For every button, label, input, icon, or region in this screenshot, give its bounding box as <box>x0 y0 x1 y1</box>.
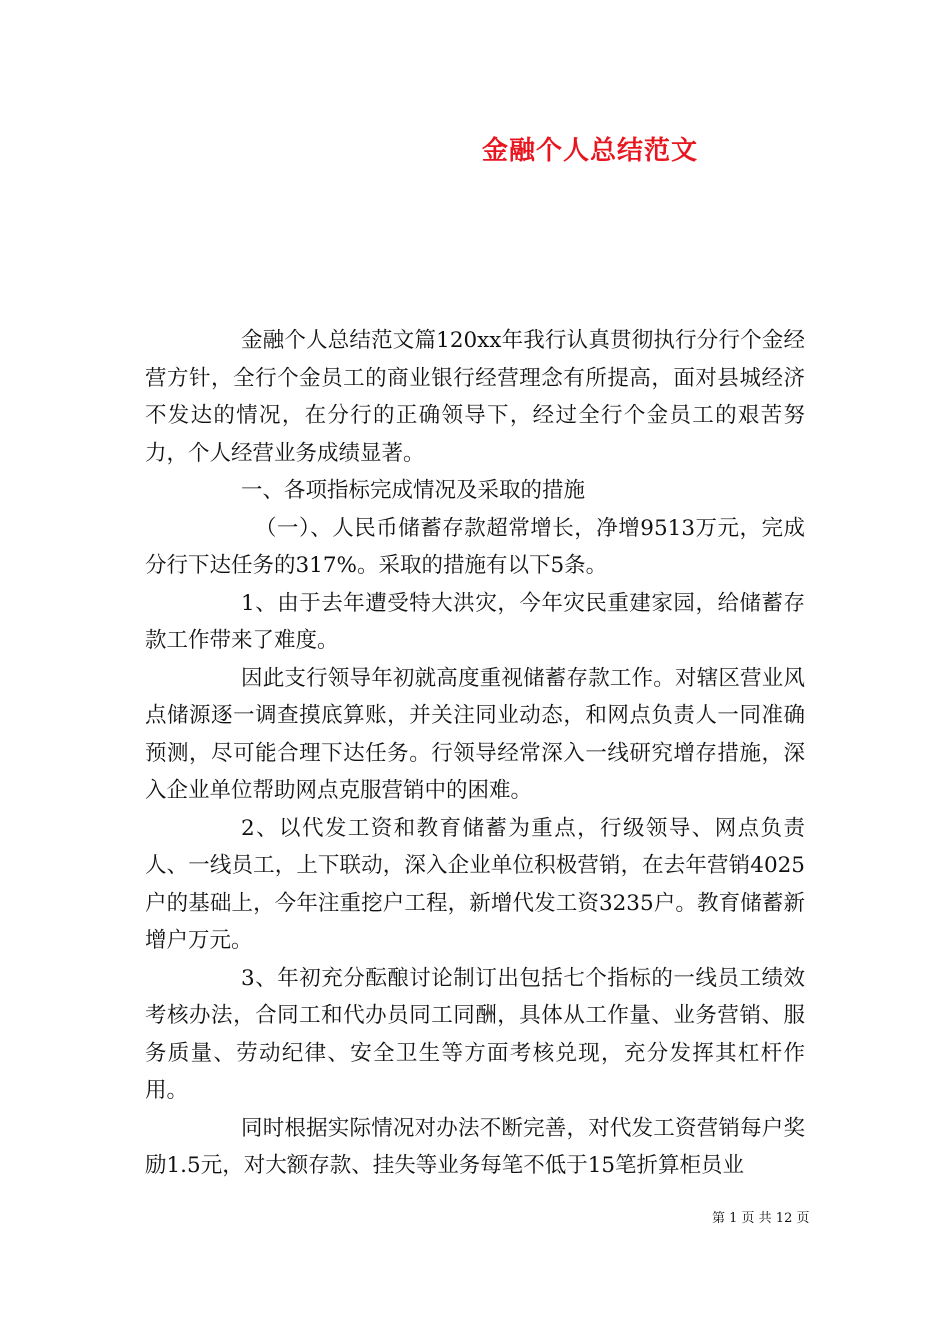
paragraph-measure-3-detail: 同时根据实际情况对办法不断完善，对代发工资营销每户奖励1.5元，对大额存款、挂失等业务每笔不低于15笔折算柜员业 <box>145 1115 805 1178</box>
paragraph-measure-2: 2、以代发工资和教育储蓄为重点，行级领导、网点负责人、一线员工，上下联动，深入企业单位积极营销，在去年营销4025户的基础上，今年注重挖户工程，新增代发工资3235户。教育储蓄新增户万元。 <box>145 815 805 953</box>
paragraph-measure-1: 1、由于去年遭受特大洪灾，今年灾民重建家园，给储蓄存款工作带来了难度。 <box>145 590 805 653</box>
paragraph-measure-1-detail: 因此支行领导年初就高度重视储蓄存款工作。对辖区营业风点储源逐一调查摸底算账，并关注同业动态，和网点负责人一同准确预测，尽可能合理下达任务。行领导经常深入一线研究增存措施，深入企业单位帮助网点克服营销中的困难。 <box>145 665 805 803</box>
document-title: 金融个人总结范文 <box>481 136 698 166</box>
document-body <box>145 322 805 1185</box>
paragraph-item-1: （一）、人民币储蓄存款超常增长，净增9513万元，完成分行下达任务的317%。采取的措施有以下5条。 <box>145 515 805 578</box>
paragraph-section-heading: 一、各项指标完成情况及采取的措施 <box>241 478 586 503</box>
page-number-footer: 第 1 页 共 12 页 <box>712 1211 810 1226</box>
paragraph-measure-3: 3、年初充分酝酿讨论制订出包括七个指标的一线员工绩效考核办法，合同工和代办员同工同酬，具体从工作量、业务营销、服务质量、劳动纪律、安全卫生等方面考核兑现，充分发挥其杠杆作用。 <box>145 965 805 1103</box>
paragraph-intro: 金融个人总结范文篇120xx年我行认真贯彻执行分行个金经营方针，全行个金员工的商业银行经营理念有所提高，面对县城经济不发达的情况，在分行的正确领导下，经过全行个金员工的艰苦努力，个人经营业务成绩显著。 <box>145 328 805 466</box>
